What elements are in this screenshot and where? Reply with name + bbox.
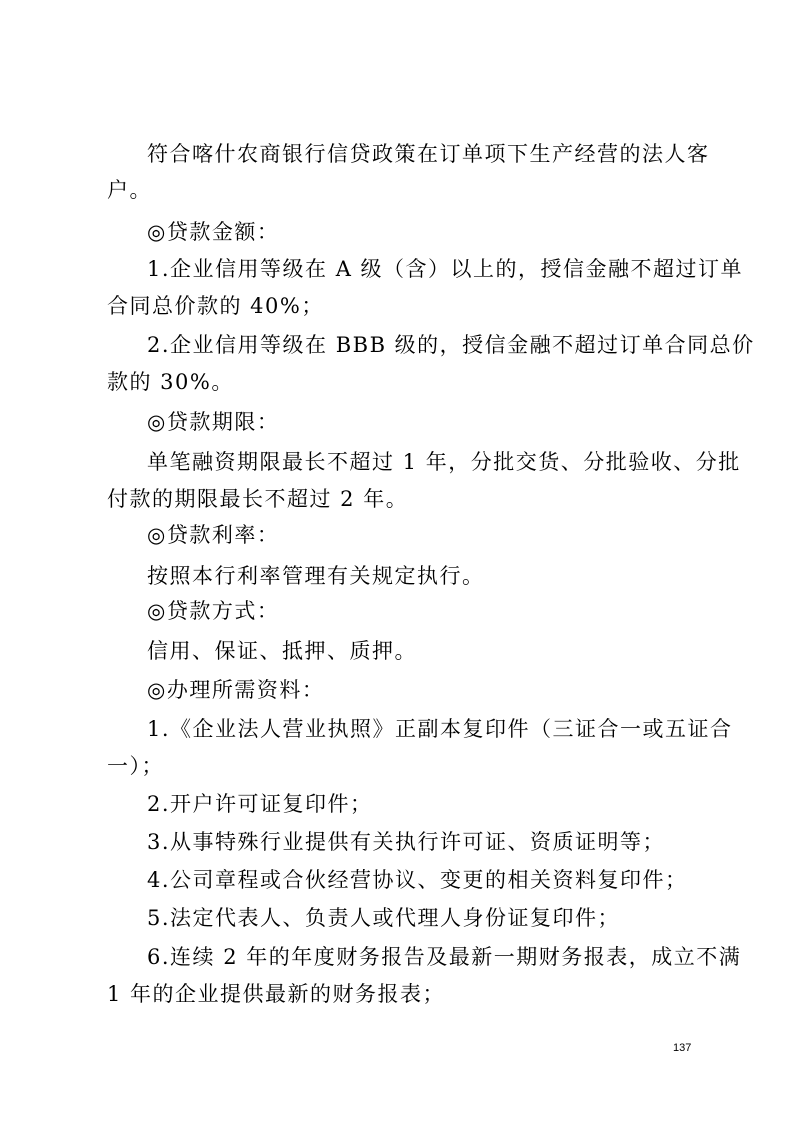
text-line: 按照本行利率管理有关规定执行。	[147, 564, 485, 588]
text-line: 户。	[107, 178, 152, 202]
text-line: 一）；	[107, 754, 164, 778]
section-heading-loan-rate: ◎贷款利率：	[147, 523, 280, 547]
text-line: 2.企业信用等级在 BBB 级的，授信金融不超过订单合同总价	[147, 333, 755, 357]
text-line: 单笔融资期限最长不超过 1 年，分批交货、分批验收、分批	[147, 450, 741, 474]
text-line: 1 年的企业提供最新的财务报表；	[107, 982, 446, 1006]
section-heading-required-materials: ◎办理所需资料：	[147, 678, 325, 702]
text-line: 3.从事特殊行业提供有关执行许可证、资质证明等；	[147, 830, 666, 854]
text-line: 6.连续 2 年的年度财务报告及最新一期财务报表，成立不满	[147, 945, 742, 969]
section-heading-loan-method: ◎贷款方式：	[147, 599, 280, 623]
text-line: 符合喀什农商银行信贷政策在订单项下生产经营的法人客	[147, 142, 710, 166]
text-line: 1.企业信用等级在 A 级（含）以上的，授信金融不超过订单	[147, 257, 744, 281]
section-heading-loan-amount: ◎贷款金额：	[147, 220, 280, 244]
text-line: 款的 30%。	[107, 370, 234, 394]
text-line: 1.《企业法人营业执照》正副本复印件（三证合一或五证合	[147, 717, 733, 741]
text-line: 合同总价款的 40%；	[107, 294, 324, 318]
section-heading-loan-term: ◎贷款期限：	[147, 410, 280, 434]
page-number: 137	[673, 1042, 692, 1054]
text-line: 付款的期限最长不超过 2 年。	[107, 487, 409, 511]
text-line: 信用、保证、抵押、质押。	[147, 639, 417, 663]
text-line: 2.开户许可证复印件；	[147, 792, 373, 816]
text-line: 5.法定代表人、负责人或代理人身份证复印件；	[147, 906, 621, 930]
text-line: 4.公司章程或合伙经营协议、变更的相关资料复印件；	[147, 868, 688, 892]
